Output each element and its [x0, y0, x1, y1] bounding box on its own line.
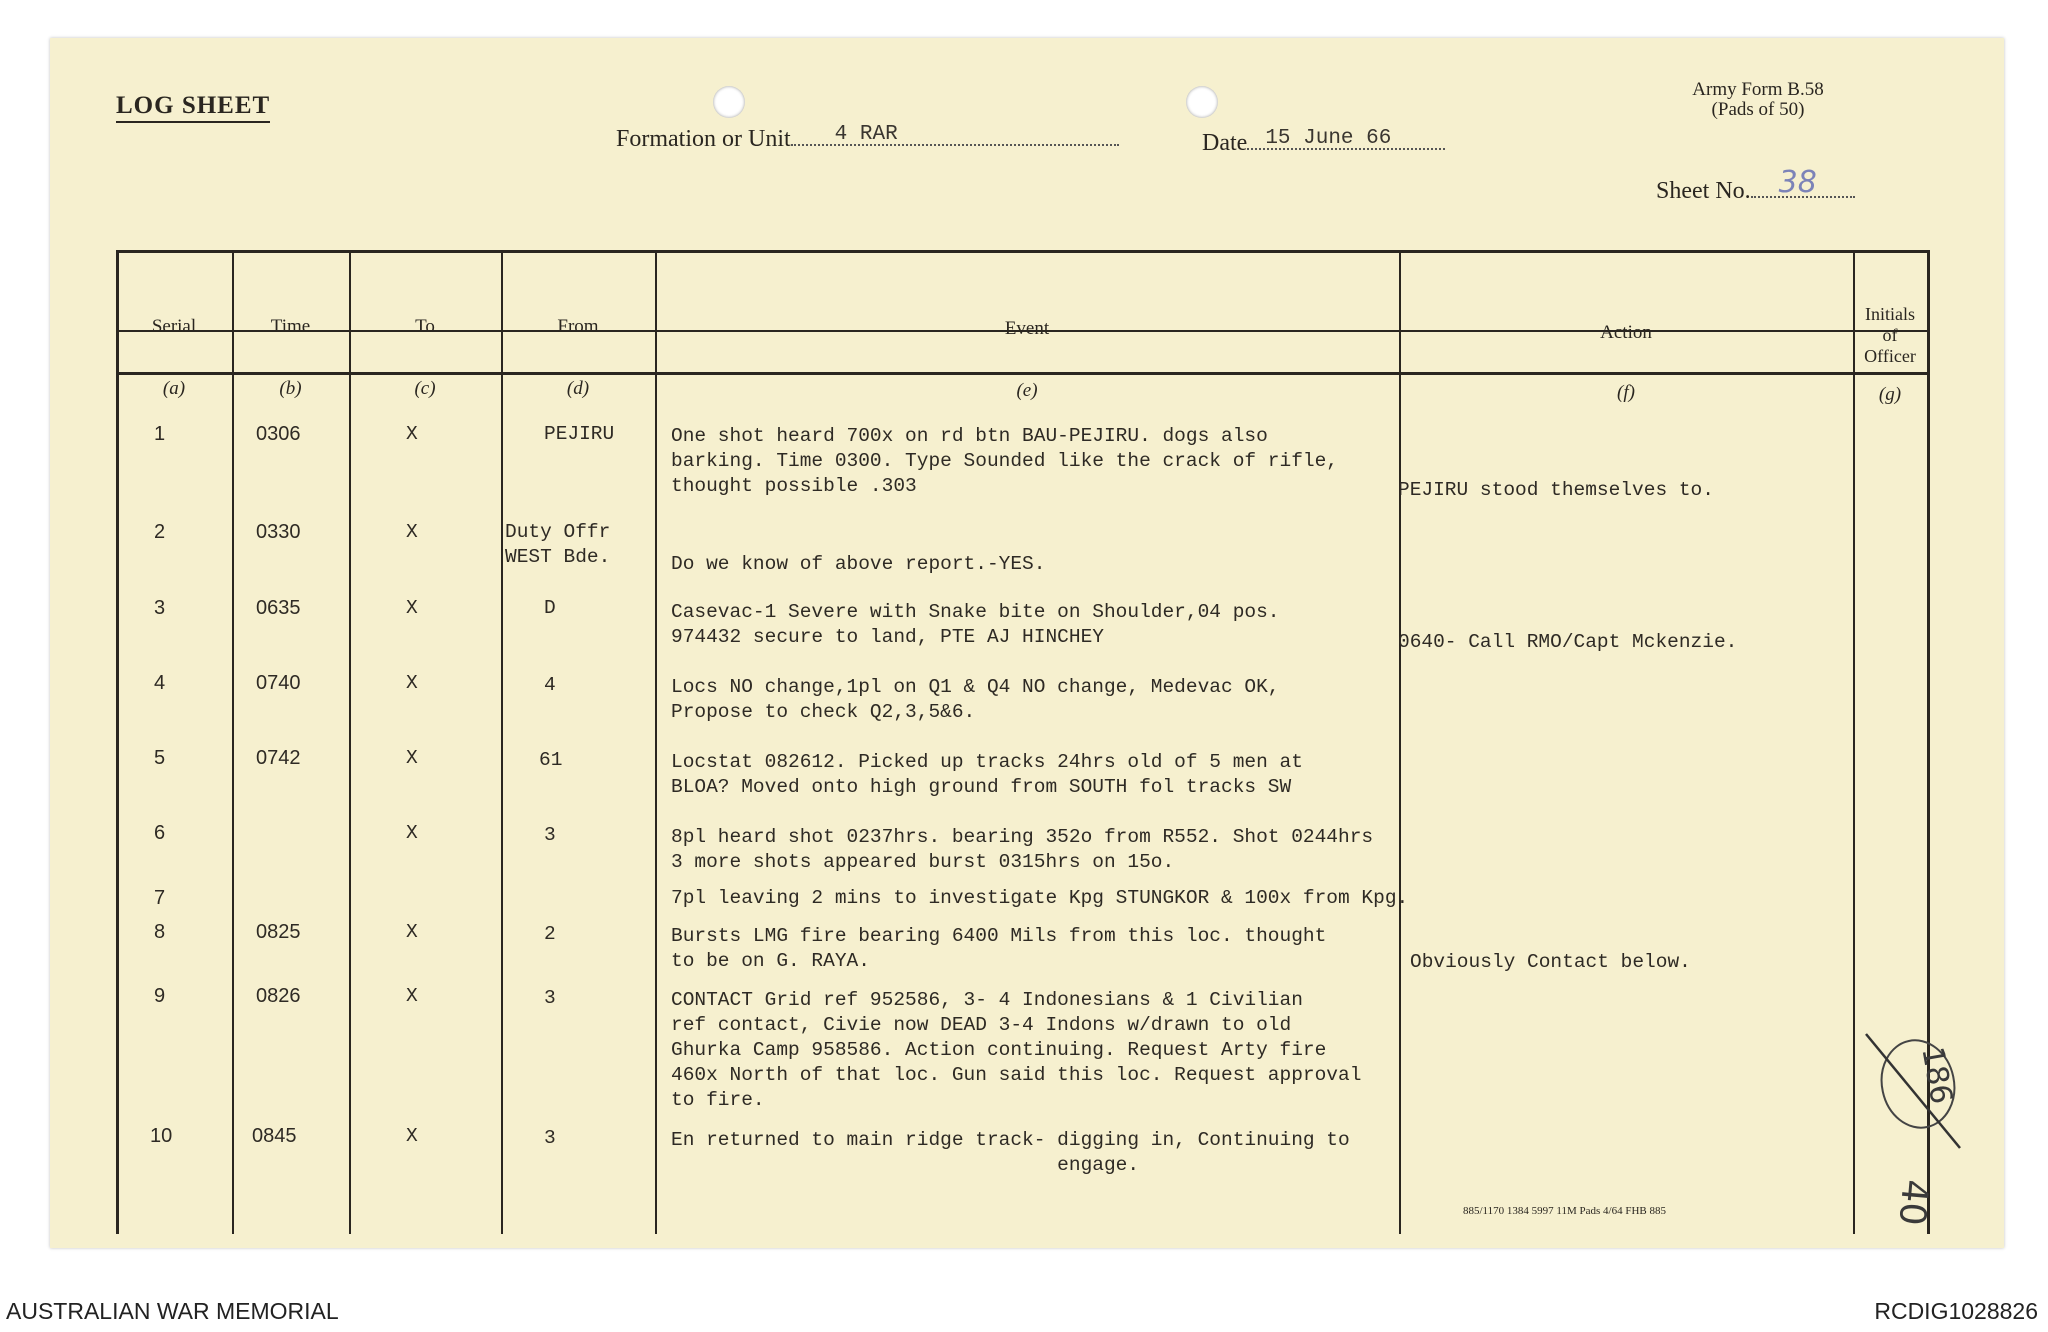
col-header-time: Time: [270, 316, 311, 337]
row-2-serial: 2: [154, 521, 166, 543]
row-10-serial: 10: [150, 1125, 173, 1147]
row-4-from: 4: [544, 674, 556, 696]
row-9-serial: 9: [154, 985, 166, 1007]
row-10-to: X: [406, 1125, 418, 1147]
row-1-event: One shot heard 700x on rd btn BAU-PEJIRU. dogs also barking. Time 0300. Type Sounded like the crack of rifle, thought possible .303: [671, 425, 1339, 497]
unit-label: Formation or Unit: [616, 126, 791, 152]
row-2-from: Duty Offr WEST Bde.: [505, 521, 611, 568]
row-9-time: 0826: [256, 985, 301, 1007]
sheet-number-value: 38: [1778, 165, 1817, 200]
col-sub-b: (b): [279, 378, 302, 399]
row-1-time: 0306: [256, 423, 301, 445]
unit-value: 4 RAR: [834, 123, 898, 146]
date-value: 15 June 66: [1265, 127, 1392, 150]
row-8-time: 0825: [256, 921, 301, 943]
row-5-event: Locstat 082612. Picked up tracks 24hrs old of 5 men at BLOA? Moved onto high ground from SOUTH fol tracks SW: [671, 751, 1303, 798]
circled-folio-number: 186: [1914, 1044, 1959, 1107]
col-header-action: Action: [1600, 322, 1652, 343]
col-sub-f: (f): [1617, 382, 1635, 403]
army-form-id: [1658, 80, 1858, 120]
row-6-to: X: [406, 822, 418, 844]
row-8-from: 2: [544, 923, 556, 945]
col-sub-e: (e): [1016, 380, 1038, 401]
row-8-event: Bursts LMG fire bearing 6400 Mils from this loc. thought to be on G. RAYA.: [671, 925, 1327, 972]
row-3-serial: 3: [154, 597, 166, 619]
row-5-to: X: [406, 747, 418, 769]
col-sub-g: (g): [1878, 384, 1902, 405]
col-header-to: To: [415, 316, 435, 337]
row-3-time: 0635: [256, 597, 301, 619]
row-7-serial: 7: [154, 887, 166, 909]
row-3-event: Casevac-1 Severe with Snake bite on Shoulder,04 pos. 974432 secure to land, PTE AJ HINCHEY: [671, 601, 1280, 648]
col-sub-a: (a): [162, 378, 186, 399]
punch-hole-left: [713, 86, 745, 118]
row-7-event: 7pl leaving 2 mins to investigate Kpg STUNGKOR & 100x from Kpg.: [671, 887, 1409, 909]
col-sub-d: (d): [566, 378, 590, 399]
row-6-from: 3: [544, 824, 556, 846]
army-form-pads: (Pads of 50): [1711, 99, 1805, 120]
row-1-to: X: [406, 423, 418, 445]
row-6-serial: 6: [154, 822, 166, 844]
row-4-serial: 4: [154, 672, 166, 694]
row-10-from: 3: [544, 1127, 556, 1149]
row-1-from: PEJIRU: [544, 423, 615, 445]
army-form-number: Army Form B.58: [1692, 79, 1824, 100]
row-10-event: En returned to main ridge track- digging in, Continuing to engage.: [671, 1129, 1350, 1176]
punch-hole-right: [1186, 86, 1218, 118]
row-1-serial: 1: [154, 423, 166, 445]
log-sheet-page: [50, 38, 2004, 1248]
col-header-from: From: [557, 316, 599, 337]
row-3-from: D: [544, 597, 556, 619]
row-3-action: 0640- Call RMO/Capt Mckenzie.: [1398, 631, 1738, 653]
sheet-number-field: [1656, 165, 1855, 205]
row-9-from: 3: [544, 987, 556, 1009]
row-1-action: PEJIRU stood themselves to.: [1398, 479, 1714, 501]
row-8-action: Obviously Contact below.: [1410, 951, 1691, 973]
col-header-serial: Serial: [151, 316, 197, 337]
col-header-event: Event: [1004, 318, 1050, 339]
archive-id: RCDIG1028826: [1874, 1298, 2038, 1324]
row-2-to: X: [406, 521, 418, 543]
log-table: [116, 250, 1959, 1234]
folio-number: 40: [1890, 1177, 1936, 1228]
unit-field: [616, 123, 1119, 153]
form-print-code: 885/1170 1384 5997 11M Pads 4/64 FHB 885: [1463, 1205, 1667, 1217]
row-8-serial: 8: [154, 921, 166, 943]
row-9-event: CONTACT Grid ref 952586, 3- 4 Indonesians & 1 Civilian ref contact, Civie now DEAD 3-4 Indons w/drawn to old Ghurka Camp 958586. Action continuing. Request Arty fire 460x North of that loc. Gun said this loc. Request approval to fire.: [671, 989, 1362, 1111]
row-10-time: 0845: [252, 1125, 297, 1147]
subheader-divider: [116, 372, 1930, 375]
archive-caption-bar: [0, 1292, 2048, 1332]
row-8-to: X: [406, 921, 418, 943]
row-2-event: Do we know of above report.-YES.: [671, 553, 1046, 575]
log-sheet-title: LOG SHEET: [116, 92, 270, 123]
row-2-time: 0330: [256, 521, 301, 543]
row-5-serial: 5: [154, 747, 166, 769]
col-header-initials: Initials of Officer: [1864, 304, 1916, 366]
row-5-from: 61: [539, 749, 563, 771]
date-label: Date: [1202, 130, 1248, 156]
col-sub-c: (c): [414, 378, 436, 399]
date-field: [1202, 127, 1445, 157]
table-top-border: [116, 250, 1930, 253]
row-5-time: 0742: [256, 747, 301, 769]
row-6-event: 8pl heard shot 0237hrs. bearing 352o from R552. Shot 0244hrs 3 more shots appeared burst 0315hrs on 15o.: [671, 826, 1374, 873]
row-4-time: 0740: [256, 672, 301, 694]
archive-name: AUSTRALIAN WAR MEMORIAL: [6, 1298, 339, 1324]
sheet-number-label: Sheet No.: [1656, 178, 1751, 204]
row-4-event: Locs NO change,1pl on Q1 & Q4 NO change, Medevac OK, Propose to check Q2,3,5&6.: [671, 676, 1280, 723]
row-3-to: X: [406, 597, 418, 619]
row-9-to: X: [406, 985, 418, 1007]
row-4-to: X: [406, 672, 418, 694]
